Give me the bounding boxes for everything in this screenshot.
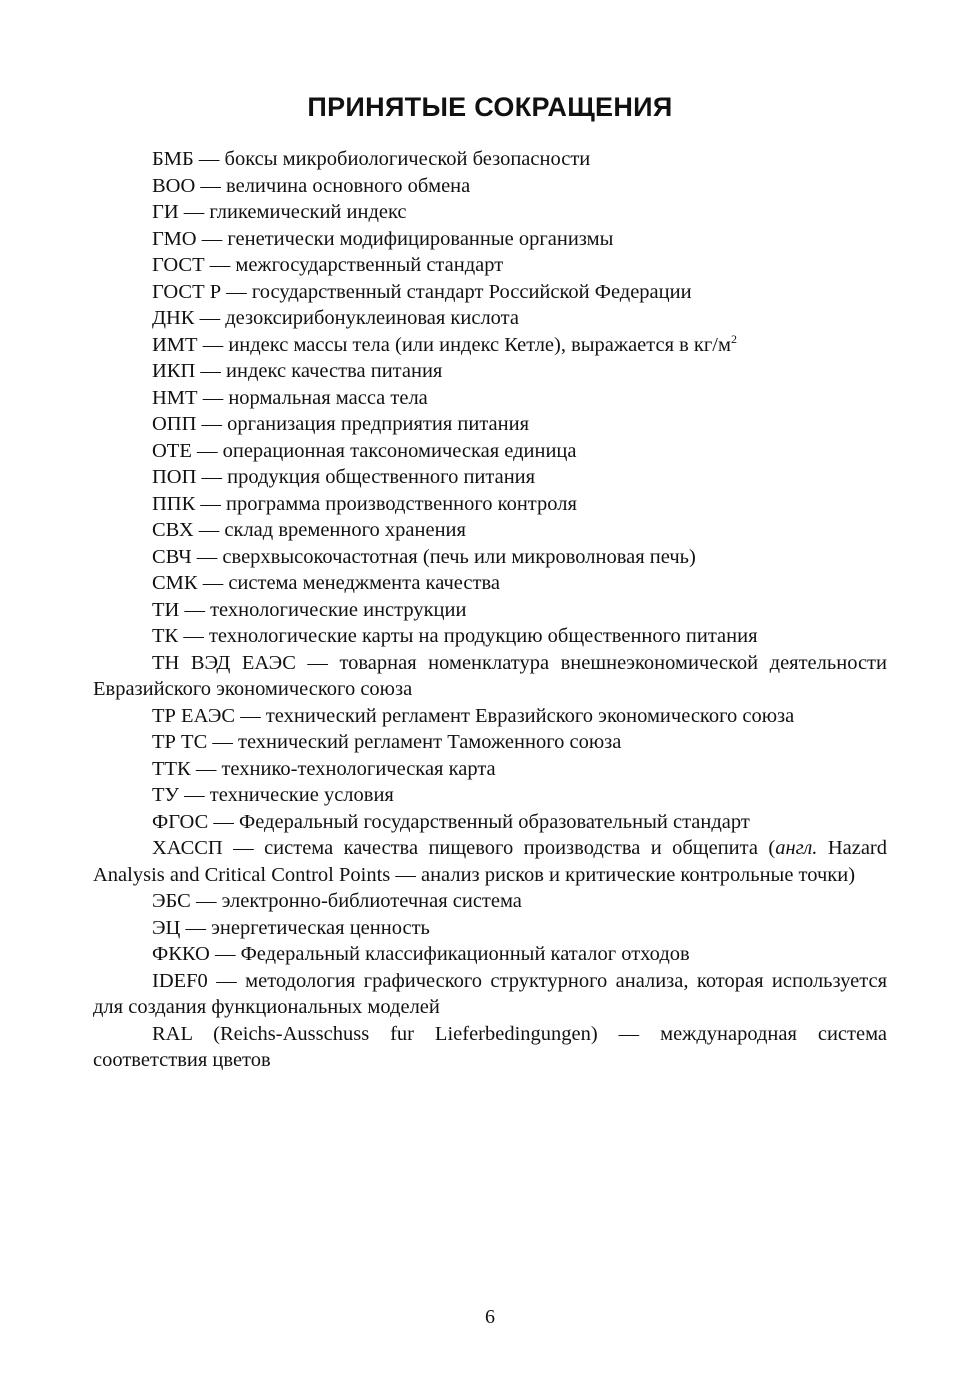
dash: — bbox=[233, 837, 254, 859]
definition: технический регламент Евразийского экономического союза bbox=[265, 704, 795, 727]
dash: — bbox=[183, 625, 204, 647]
definition-italic: англ. bbox=[775, 837, 818, 859]
abbreviation: ТН ВЭД ЕАЭС bbox=[152, 651, 296, 674]
abbreviation: СВЧ bbox=[152, 545, 192, 568]
definition: операционная таксономическая единица bbox=[222, 439, 577, 462]
abbreviation-entry bbox=[93, 491, 887, 518]
dash: — bbox=[196, 545, 218, 568]
abbreviation-entry bbox=[93, 252, 887, 279]
abbreviation: ОТЕ bbox=[152, 439, 192, 462]
abbreviation-entry bbox=[93, 199, 887, 226]
dash: — bbox=[198, 519, 220, 541]
definition: государственный стандарт Российской Федерации bbox=[251, 280, 692, 303]
definition: сверхвысокочастотная (печь или микроволновая печь) bbox=[222, 545, 696, 568]
abbreviation: ТТК bbox=[152, 757, 191, 780]
dash: — bbox=[200, 492, 221, 515]
definition: технологические инструкции bbox=[210, 598, 467, 621]
abbreviation: ДНК bbox=[152, 307, 195, 329]
definition: энергетическая ценность bbox=[211, 916, 430, 939]
definition: боксы микробиологической безопасности bbox=[224, 148, 591, 170]
abbreviation-entry bbox=[93, 544, 887, 571]
abbreviation: ГОСТ Р bbox=[152, 280, 222, 303]
abbreviation: ОПП bbox=[152, 413, 197, 435]
abbreviation: ГМО bbox=[152, 227, 197, 250]
dash: — bbox=[618, 1022, 640, 1045]
definition: система менеджмента качества bbox=[228, 572, 500, 594]
abbreviation: ФГОС bbox=[152, 810, 209, 833]
abbreviation: СВХ bbox=[152, 519, 194, 541]
abbreviation: ГИ bbox=[152, 201, 179, 223]
definition: технический регламент Таможенного союза bbox=[238, 731, 622, 753]
dash: — bbox=[307, 651, 328, 674]
abbreviation-entry bbox=[93, 650, 887, 703]
page-title: ПРИНЯТЫЕ СОКРАЩЕНИЯ bbox=[307, 92, 673, 122]
abbreviation-entry bbox=[93, 729, 887, 756]
definition: Федеральный классификационный каталог отходов bbox=[240, 943, 690, 965]
abbreviations-list bbox=[93, 146, 887, 1074]
definition: индекс массы тела (или индекс Кетле), выражается в кг/м bbox=[228, 333, 731, 356]
dash: — bbox=[199, 307, 221, 329]
abbreviation: СМК bbox=[152, 572, 198, 594]
abbreviation-entry bbox=[93, 305, 887, 332]
definition: технологические карты на продукцию общественного питания bbox=[208, 625, 758, 647]
abbreviation-entry bbox=[93, 332, 887, 359]
definition: индекс качества питания bbox=[226, 360, 443, 382]
dash: — bbox=[226, 280, 247, 303]
definition: методология графического структурного анализа, которая используется для создания функциональных моделей bbox=[93, 969, 888, 1018]
abbreviation-entry bbox=[93, 146, 887, 173]
dash: — bbox=[200, 360, 221, 382]
dash: — bbox=[185, 916, 206, 939]
definition: нормальная масса тела bbox=[228, 386, 428, 409]
abbreviation-entry bbox=[93, 1021, 887, 1074]
definition: технические условия bbox=[209, 784, 394, 806]
abbreviation-entry bbox=[93, 411, 887, 438]
abbreviation-entry bbox=[93, 438, 887, 465]
definition: Федеральный государственный образовательный стандарт bbox=[239, 810, 750, 833]
dash: — bbox=[196, 439, 218, 462]
abbreviation-entry bbox=[93, 968, 887, 1021]
definition: генетически модифицированные организмы bbox=[227, 227, 614, 250]
dash: — bbox=[183, 201, 205, 223]
dash: — bbox=[195, 757, 217, 780]
abbreviation: ТР ЕАЭС bbox=[152, 704, 236, 727]
page-number: 6 bbox=[485, 1306, 495, 1328]
dash: — bbox=[216, 969, 237, 992]
dash: — bbox=[184, 598, 205, 621]
dash: — bbox=[201, 227, 223, 250]
abbreviation: ИМТ bbox=[152, 333, 198, 356]
dash: — bbox=[213, 810, 234, 833]
dash: — bbox=[184, 784, 205, 806]
dash: — bbox=[202, 386, 224, 409]
abbreviation-entry bbox=[93, 782, 887, 809]
definition: межгосударственный стандарт bbox=[235, 254, 504, 276]
abbreviation: ЭБС bbox=[152, 890, 191, 912]
definition: технико-технологическая карта bbox=[221, 757, 496, 780]
definition: международная система соответствия цветов bbox=[93, 1022, 888, 1071]
dash: — bbox=[200, 174, 221, 197]
abbreviation-entry bbox=[93, 623, 887, 650]
abbreviation-entry bbox=[93, 835, 887, 888]
abbreviation-entry bbox=[93, 385, 887, 412]
abbreviation-entry bbox=[93, 226, 887, 253]
dash: — bbox=[240, 704, 261, 727]
definition: программа производственного контроля bbox=[226, 492, 577, 515]
dash: — bbox=[201, 413, 223, 435]
abbreviation-entry bbox=[93, 597, 887, 624]
abbreviation-entry bbox=[93, 279, 887, 306]
abbreviation: ГОСТ bbox=[152, 254, 205, 276]
abbreviation: ТУ bbox=[152, 784, 180, 806]
dash: — bbox=[202, 333, 224, 356]
definition: продукция общественного питания bbox=[227, 466, 536, 488]
superscript: 2 bbox=[730, 331, 737, 346]
abbreviation: БМБ bbox=[152, 148, 194, 170]
dash: — bbox=[209, 254, 231, 276]
abbreviation-entry bbox=[93, 809, 887, 836]
abbreviation-entry bbox=[93, 941, 887, 968]
abbreviation: ТИ bbox=[152, 598, 180, 621]
abbreviation-entry bbox=[93, 915, 887, 942]
abbreviation-entry bbox=[93, 570, 887, 597]
abbreviation: RAL (Reichs-Ausschuss fur Lieferbedingungen) bbox=[152, 1022, 598, 1045]
dash: — bbox=[212, 731, 233, 753]
definition: электронно-библиотечная система bbox=[221, 890, 522, 912]
abbreviation-entry bbox=[93, 464, 887, 491]
dash: — bbox=[201, 466, 223, 488]
definition-part: Hazard Analysis and Critical Control Points — анализ рисков и критические контрольные точки) bbox=[93, 837, 887, 886]
abbreviation: ЭЦ bbox=[152, 916, 181, 939]
abbreviation-entry bbox=[93, 756, 887, 783]
abbreviation: ФККО bbox=[152, 943, 210, 965]
abbreviation: ТР ТС bbox=[152, 731, 208, 753]
abbreviation: НМТ bbox=[152, 386, 198, 409]
abbreviation: ВОО bbox=[152, 174, 196, 197]
abbreviation-entry bbox=[93, 358, 887, 385]
definition: дезоксирибонуклеиновая кислота bbox=[225, 307, 519, 329]
definition-part: система качества пищевого производства и общепита ( bbox=[264, 837, 776, 859]
abbreviation: IDEF0 bbox=[152, 969, 208, 992]
definition: товарная номенклатура внешнеэкономической деятельности Евразийского экономического союза bbox=[93, 651, 887, 700]
dash: — bbox=[198, 148, 220, 170]
abbreviation-entry bbox=[93, 173, 887, 200]
definition: гликемический индекс bbox=[209, 201, 407, 223]
dash: — bbox=[202, 572, 224, 594]
definition: величина основного обмена bbox=[226, 174, 471, 197]
abbreviation-entry bbox=[93, 888, 887, 915]
definition: склад временного хранения bbox=[224, 519, 466, 541]
abbreviation: ХАССП bbox=[152, 837, 223, 859]
abbreviation-entry bbox=[93, 517, 887, 544]
abbreviation-entry bbox=[93, 703, 887, 730]
abbreviation: ППК bbox=[152, 492, 196, 515]
dash: — bbox=[214, 943, 236, 965]
abbreviation: ПОП bbox=[152, 466, 197, 488]
definition: организация предприятия питания bbox=[227, 413, 530, 435]
abbreviation: ТК bbox=[152, 625, 179, 647]
dash: — bbox=[195, 890, 217, 912]
abbreviation: ИКП bbox=[152, 360, 196, 382]
